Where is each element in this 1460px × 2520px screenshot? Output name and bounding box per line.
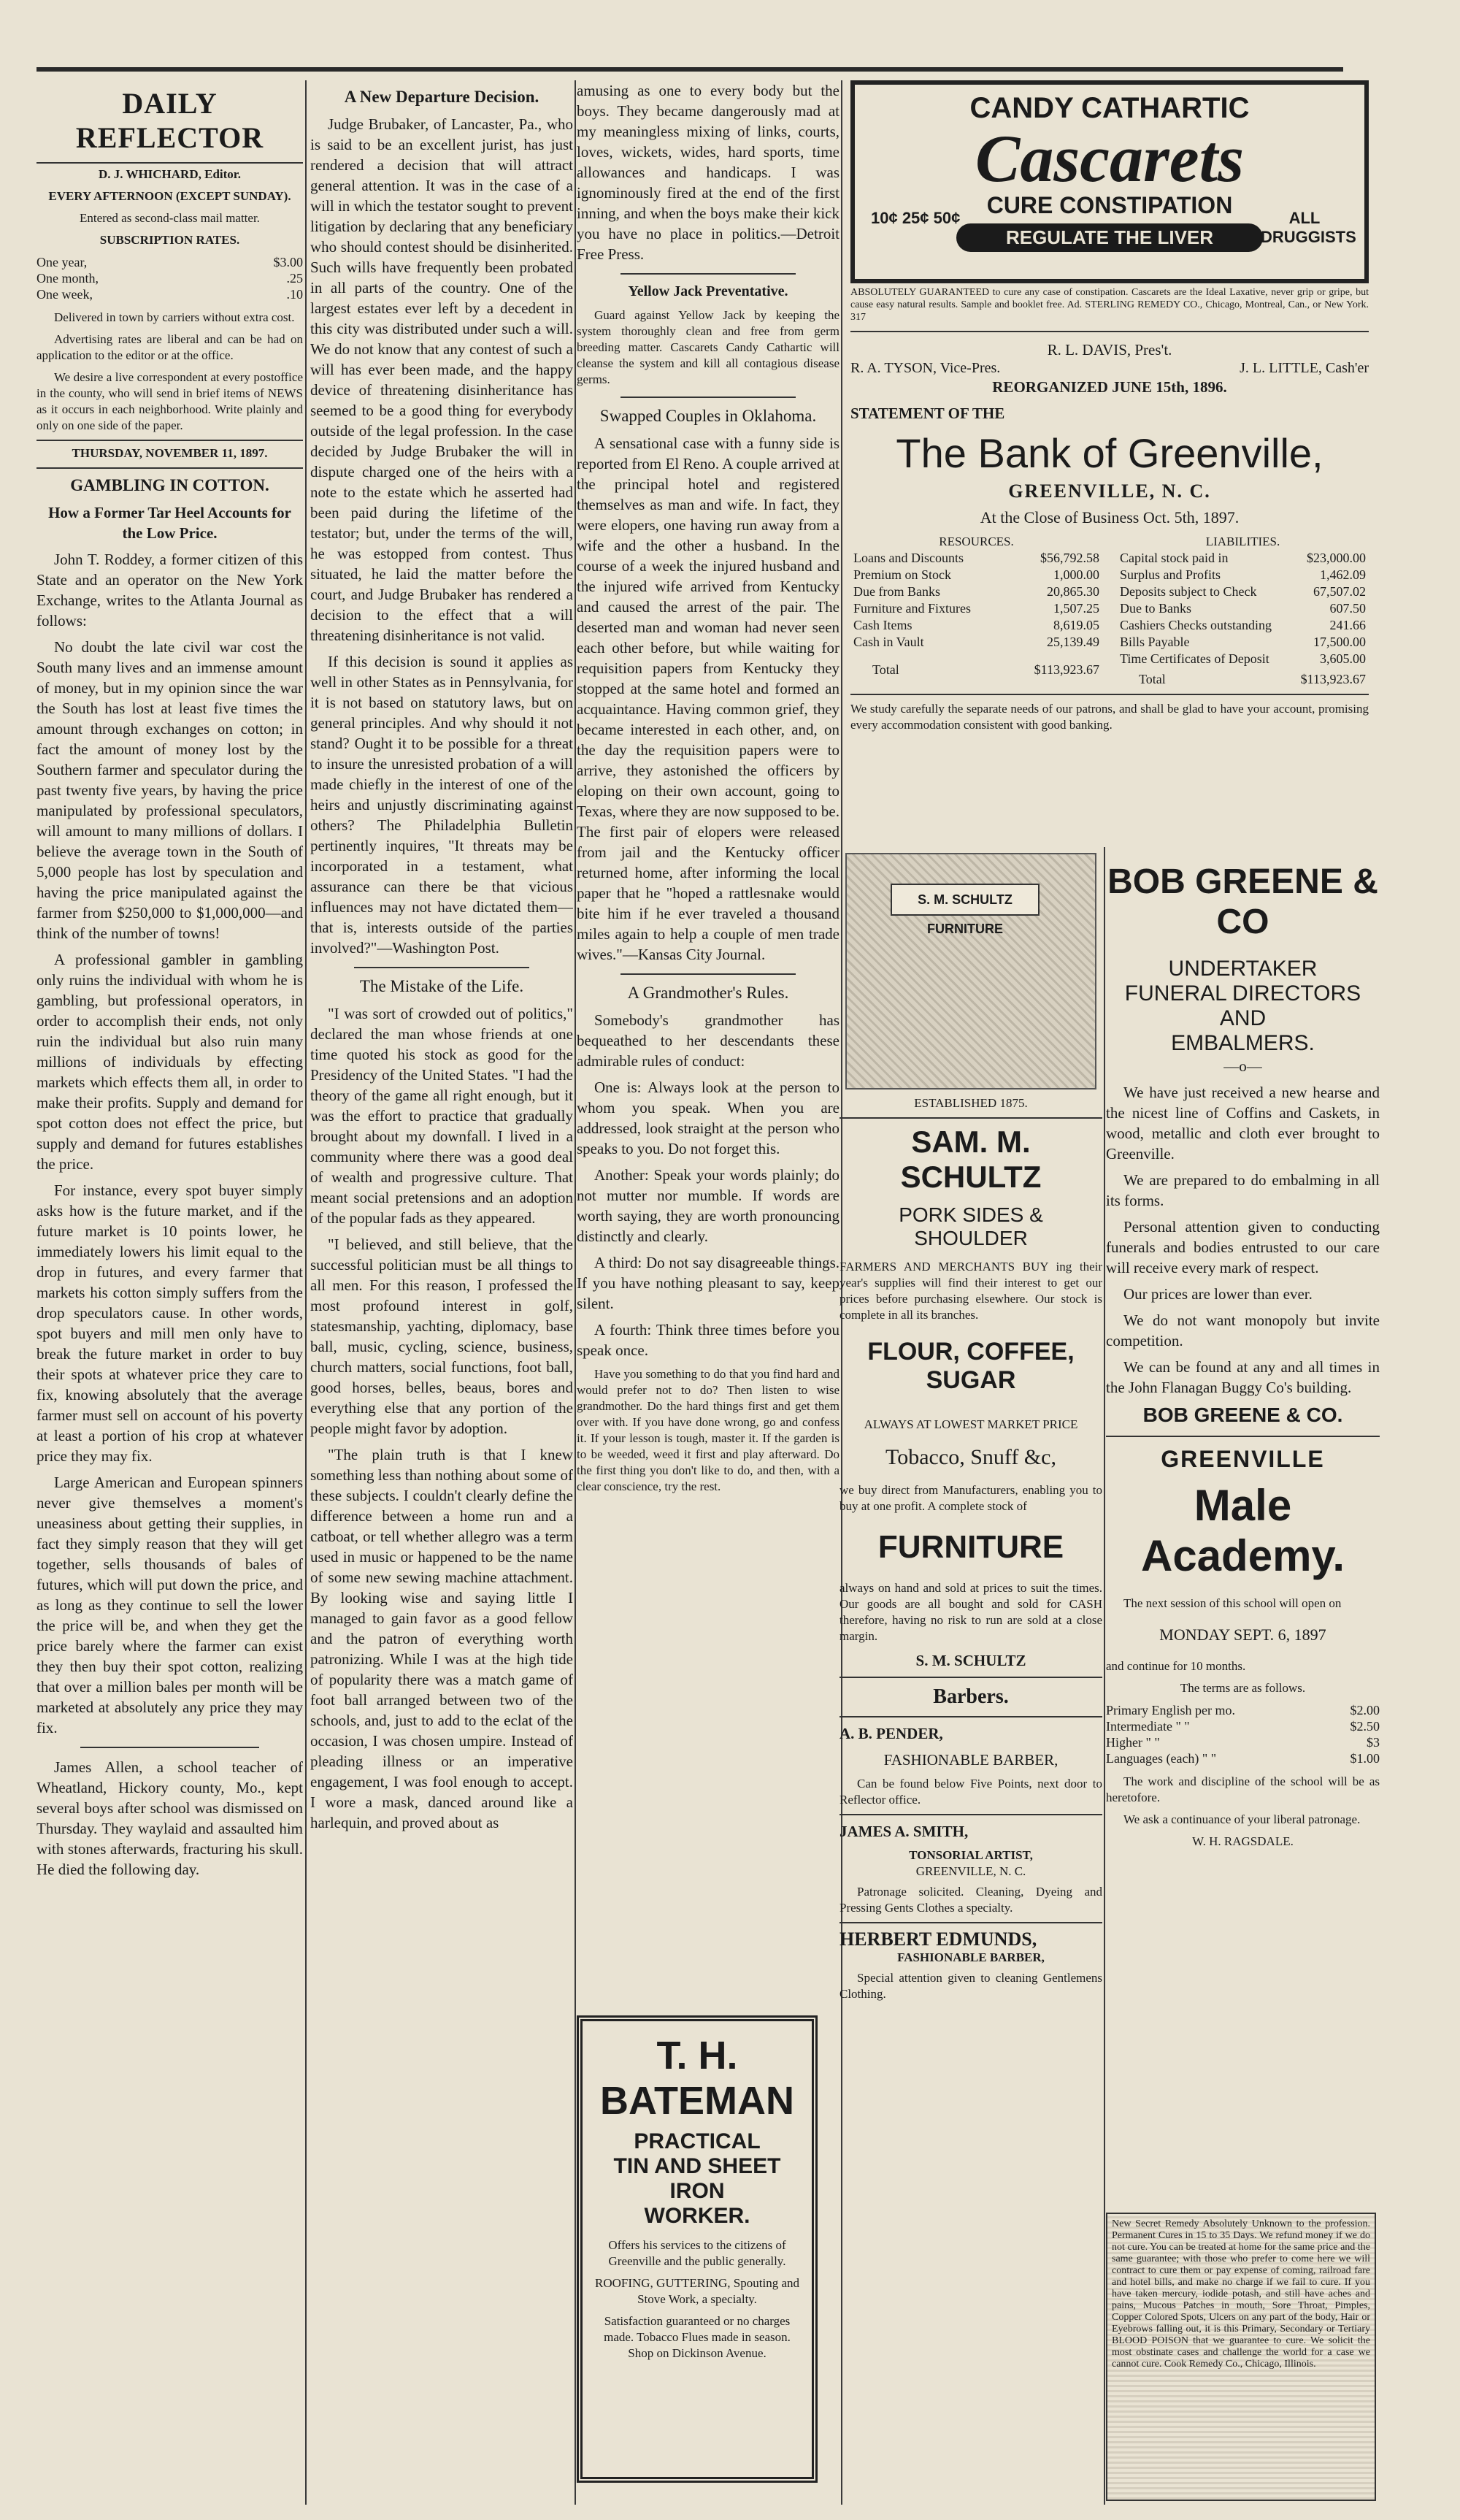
academy-city: GREENVILLE [1161,1446,1325,1472]
bank-president: R. L. DAVIS, Pres't. [1047,341,1172,359]
ad-tagline: CURE CONSTIPATION [986,192,1233,218]
divider [840,1117,1102,1119]
schultz-buy: we buy direct from Manufacturers, enabling you to buy at one profit. A complete stock of [840,1483,1102,1513]
editor-line: D. J. WHICHARD, Editor. [98,167,242,181]
table-row: Capital stock paid in $23,000.00 [1120,551,1366,565]
resources-section [850,534,1102,688]
column-4 [850,80,1369,818]
rates-list [36,254,303,302]
divider [850,694,1369,695]
academy-name: Male Academy. [1140,1481,1345,1580]
column-2 [310,80,573,2505]
article-paragraph: John T. Roddey, a former citizen of this State and an operator on the New York Exchange, writes to the Atlanta Journal as follows: [36,551,303,629]
academy-intro: The next session of this school will open on [1123,1596,1342,1610]
barber-title: FASHIONABLE BARBER, [897,1950,1045,1964]
academy-terms [1106,1702,1380,1766]
schultz-always: always on hand and sold at prices to suit the times. Our goods are all bought and sold for CASH therefore, having no risk to run are sold at a close margin. [840,1581,1102,1643]
academy-patronage: We ask a continuance of your liberal patronage. [1123,1812,1361,1826]
article-paragraph: "I believed, and still believe, that the successful politician must be all things to all men. For this reason, I professed the most profound interest in golf, statesmanship, yachting, diplomacy, base ball, music, cycling, science, business, church matters, social functions, foot ball, good horses, belles, beaus, bores and everything else that any portion of the people might favor by adoption. [310,1236,573,1437]
liabilities-title: LIABILITIES. [1205,535,1280,548]
masthead-title: DAILY REFLECTOR [75,87,264,154]
table-row: Surplus and Profits 1,462.09 [1120,567,1366,582]
article-paragraph: "I was sort of crowded out of politics," declared the man whose friends at one time quoted his stock as good for the Presidency of the United States. "I had the theory of the game all right enough, but it was the effort to practice that gradually brought about my downfall. I lived in a community where there was a good deal of wealth and progressive culture. That meant social pretensions and an adoption of the popular fads as they appeared. [310,1005,573,1227]
article-paragraph: A professional gambler in gambling only ruins the individual with whom he is gambling, but professional operators, in order to accomplish their ends, not only ruin the individual but also ruin many millions of individuals by effecting markets which effects them all, in order to make their profits. Supply and demand for spot cotton does not effect the price, but supply and demand for futures establishes the price. [36,951,303,1173]
ad-text: Offers his services to the citizens of Greenville and the public generally. [608,2238,786,2268]
schultz-tobacco: Tobacco, Snuff &c, [885,1445,1056,1469]
schultz-furniture: FURNITURE [877,1529,1064,1565]
greene-paragraph: We have just received a new hearse and the nicest line of Coffins and Caskets, in wood, metallic and cloth ever brought to Greenville. [1106,1084,1380,1163]
divider [840,1677,1102,1678]
article-paragraph: Have you something to do that you find hard and would prefer not to do? Then listen to wise grandmother. Do the hard things first and get them over with. If you have done wrong, go and confess it. If your lesson is tough, master it. If the garden is to be weeded, weed it first and play afterward. Do the first thing you don't like to do, and then, with a clear conscience, try the rest. [577,1367,840,1493]
table-row: Cash Items 8,619.05 [853,618,1099,632]
academy-sig: W. H. RAGSDALE. [1192,1834,1294,1848]
ad-druggists: ALL DRUGGISTS [1261,209,1356,246]
bank-vice: R. A. TYSON, Vice-Pres. [850,360,1001,376]
rate-row: One month, .25 [36,271,303,286]
academy-date: MONDAY SEPT. 6, 1897 [1159,1625,1326,1644]
greene-divider: —o— [1223,1057,1262,1075]
issue-date: THURSDAY, NOVEMBER 11, 1897. [72,446,268,460]
resources-table [850,550,1102,678]
ad-title: T. H. BATEMAN [600,2034,794,2123]
article-paragraph: One is: Always look at the person to whom you speak. When you are addressed, look straight at the person who speaks to you. Do not forget this. [577,1079,840,1157]
top-rule [36,67,1343,72]
article-heading: Yellow Jack Preventative. [628,283,788,299]
schultz-lowest: ALWAYS AT LOWEST MARKET PRICE [864,1417,1078,1431]
column-5 [840,847,1102,2505]
rates-title: SUBSCRIPTION RATES. [99,233,240,247]
barber-city: GREENVILLE, N. C. [915,1864,1026,1878]
table-row: Furniture and Fixtures 1,507.25 [853,601,1099,616]
academy-discipline: The work and discipline of the school will be as heretofore. [1106,1774,1380,1804]
column-rule [575,80,576,2505]
cascarets-advertisement [850,80,1369,283]
schedule-line: EVERY AFTERNOON (EXCEPT SUNDAY). [48,189,291,203]
table-row: Bills Payable 17,500.00 [1120,635,1366,649]
rate-row: One year, $3.00 [36,255,303,269]
article-heading: Swapped Couples in Oklahoma. [599,407,817,425]
liabilities-section [1117,534,1369,688]
table-row: Deposits subject to Check 67,507.02 [1120,584,1366,599]
greene-title: BOB GREENE & CO [1107,862,1378,941]
divider [620,397,796,398]
article-heading: A New Departure Decision. [344,88,539,106]
article-paragraph: Guard against Yellow Jack by keeping the system thoroughly clean and free from germ breeding matter. Cascarets Candy Cathartic will cleanse the system and kill all contagious disease germs. [577,308,840,386]
rate-row: One week, .10 [36,287,303,302]
ad-line: PRACTICAL [634,2129,761,2153]
article-paragraph: For instance, every spot buyer simply asks how is the future market, and if the future market is 10 points lower, he immediately lowers his limit equal to the drop in futures, and every farmer that markets his cotton simply suffers from the drop speculators cause. In other words, spot buyers and mill men only have to break the future market in order to buy their spots at whatever price they care to fix, knowing absolutely that the average farmer must sell on account of his poverty at least a portion of his crop at whatever price they may fix. [36,1182,303,1465]
established-line: ESTABLISHED 1875. [914,1096,1028,1110]
barber-title: TONSORIAL ARTIST, [909,1848,1033,1862]
store-sign: S. M. SCHULTZ FURNITURE [891,884,1040,916]
term-row: Intermediate " " $2.50 [1106,1719,1380,1734]
ad-text: ROOFING, GUTTERING, Spouting and Stove Work, a specialty. [594,2276,800,2306]
column-1 [36,80,303,2505]
barber-text: Patronage solicited. Cleaning, Dyeing and Pressing Gents Clothes a specialty. [840,1885,1102,1915]
bank-name: The Bank of Greenville, [896,430,1323,476]
notice: Delivered in town by carriers without extra cost. [54,310,295,324]
column-rule [305,80,307,2505]
bank-advertisement [850,340,1369,733]
bank-footer: We study carefully the separate needs of our patrons, and shall be glad to have your account, promising every accommodation consistent with good banking. [850,702,1369,732]
barber-name: A. B. PENDER, [840,1725,943,1742]
greene-paragraph: We can be found at any and all times in the John Flanagan Buggy Co's building. [1106,1358,1380,1396]
table-row: Time Certificates of Deposit 3,605.00 [1120,651,1366,666]
greene-line: FUNERAL DIRECTORS AND [1124,981,1361,1030]
bank-statement-tables [850,534,1369,688]
liabilities-table [1117,550,1369,688]
table-row: Due to Banks 607.50 [1120,601,1366,616]
greene-paragraph: Personal attention given to conducting funerals and bodies entrusted to our care will receive every mark of respect. [1106,1218,1380,1276]
divider [36,162,303,164]
entered-line: Entered as second-class mail matter. [80,211,260,225]
bank-close: At the Close of Business Oct. 5th, 1897. [980,508,1240,526]
divider [80,1747,259,1748]
term-row: Languages (each) " " $1.00 [1106,1751,1380,1766]
store-building-illustration [845,853,1096,1089]
divider [850,331,1369,332]
divider [36,467,303,469]
academy-continue: and continue for 10 months. [1106,1659,1246,1673]
divider [620,973,796,975]
table-row: Total $113,923.67 [872,662,1099,677]
greene-line: EMBALMERS. [1171,1031,1315,1055]
ad-text: Satisfaction guaranteed or no charges made. Tobacco Flues made in season. Shop on Dickinson Avenue. [604,2314,791,2360]
article-heading: A Grandmother's Rules. [627,984,789,1002]
notice: Advertising rates are liberal and can be had on application to the editor or at the office. [36,332,303,362]
schultz-farmers: FARMERS AND MERCHANTS BUY ing their year's supplies will find their interest to get our prices before purchasing elsewhere. Our stock is complete in all its branches. [840,1260,1102,1322]
article-heading: GAMBLING IN COTTON. [70,476,269,494]
ad-line: TIN AND SHEET IRON [613,2154,781,2203]
ad-prices: 10¢ 25¢ 50¢ [871,209,961,227]
resources-title: RESOURCES. [939,535,1014,548]
bank-reorganized: REORGANIZED JUNE 15th, 1896. [992,378,1227,396]
bank-city: GREENVILLE, N. C. [1008,480,1211,502]
divider [840,1716,1102,1717]
table-row: Cashiers Checks outstanding 241.66 [1120,618,1366,632]
term-row: Higher " " $3 [1106,1735,1380,1750]
greene-line: UNDERTAKER [1168,957,1318,981]
brand-name: Cascarets [975,121,1244,196]
greene-sig: BOB GREENE & CO. [1142,1403,1343,1426]
article-paragraph: If this decision is sound it applies as well in other States as in Pennsylvania, for it is not based on statutory laws, but on general principles. And why should it not stand? Ought it to be possible for a threat to insure the unresisted probation of a will made chiefly in the interest of one of the heirs and unjustly discriminating against others? The Philadelphia Bulletin pertinently inquires, "It threats may be incorporated in a testament, what assurance can there be that vicious influences may not have dictated them—that is, interests outside of the parties involved?"—Washington Post. [310,653,573,957]
article-subheading: How a Former Tar Heel Accounts for the Low Price. [48,504,291,542]
article-paragraph: A sensational case with a funny side is reported from El Reno. A couple arrived at the principal hotel and registered themselves as man and wife. In fact, they were elopers, one having run away from a wife and the other a husband. In the course of a week the injured husband and the injured wife arrived from Kentucky and caused the arrest of the pair. The deserted man and woman had never seen each other before, but while waiting for requisition papers from Kentucky they stopped at the same hotel and formed an acquaintance. Having common grief, they became interested in each other, and, on the day the requisition papers were to arrive, they astonished the officers by eloping on their own account, going to Texas, where they are now supposed to be. The first pair of elopers were released from jail and the Kentucky officer returned home, after informing the local paper that he "hoped a rattlesnake would bite him if he ever traveled a thousand miles again to help a couple of men trade wives."—Kansas City Journal. [577,434,840,963]
schultz-name: SAM. M. SCHULTZ [900,1125,1042,1194]
ad-guarantee: ABSOLUTELY GUARANTEED to cure any case of constipation. Cascarets are the Ideal Laxative, never grip or gripe, but cause easy natural results. Sample and booklet free. Ad. STERLING REMEDY CO., Chicago, Montreal, Can., or New York. 317 [850,287,1369,323]
divider [840,1814,1102,1815]
schultz-pork: PORK SIDES & SHOULDER [899,1203,1043,1249]
article-paragraph: amusing as one to every body but the boys. They became dangerously mad at my meaningless mixing of links, courts, loves, wickets, wides, hard sports, time allowances and handicaps. I was ignominously fired at the end of the first inning, and when the boys make their kick you have no place in politics.—Detroit Free Press. [577,82,840,263]
article-paragraph: No doubt the late civil war cost the South many lives and an immense amount of money, but in my opinion since the war the South has lost at least five times the amount through exchanges on cotton; in fact the amount of money lost by the Southern farmer and speculator during the past twenty five years, by having the price manipulated by professional speculators, will amount to many millions of dollars. I believe the average town in the South of 5,000 people has lost by speculation and having the price manipulated against the farmer from $250,000 to $1,000,000—and think of the number of towns! [36,638,303,942]
bateman-advertisement [577,2015,818,2483]
article-paragraph: Judge Brubaker, of Lancaster, Pa., who is said to be an excellent jurist, has just rendered a decision that will attract general attention. It was in the case of a will in which the testator sought to prevent litigation by declaring that any beneficiary who should contest should be disinherited. Such wills have frequently been probated in all parts of the country. One of the largest estates ever left by a decedent in this city was distributed under such a will. We do not know that any contest of such a will has ever been made, and the happy device of threatening disinheritance has seemed to be a good thing for everybody outside of the legal profession. In the case decided by Judge Brubaker the will in dispute charged one of the heirs with a note to the estate which he asserted had been paid during the lifetime of the testator; but, under the terms of the will, he was estopped from contest. Thus situated, he laid the matter before the court, and Judge Brubaker has rendered a decision to the effect that a will threatening disinheritance is not valid. [310,115,573,644]
barber-name: JAMES A. SMITH, [840,1823,969,1840]
notice: We desire a live correspondent at every postoffice in the county, who will send in brief items of NEWS as it occurs in each neighborhood. Write plainly and only on one side of the paper. [36,370,303,432]
greene-paragraph: We do not want monopoly but invite competition. [1106,1311,1380,1349]
divider [1106,1436,1380,1437]
divider [620,273,796,275]
barber-text: Special attention given to cleaning Gentlemens Clothing. [840,1971,1102,2001]
term-row: Primary English per mo. $2.00 [1106,1703,1380,1717]
article-heading: The Mistake of the Life. [359,977,524,995]
greene-paragraph: Our prices are lower than ever. [1123,1285,1313,1303]
academy-terms-title: The terms are as follows. [1180,1681,1306,1695]
divider [36,440,303,441]
barber-title: FASHIONABLE BARBER, [883,1751,1058,1769]
article-paragraph: A third: Do not say disagreeable things. If you have nothing pleasant to say, keep silent. [577,1254,840,1312]
divider [354,967,529,968]
ad-ribbon: REGULATE THE LIVER [956,223,1263,252]
article-paragraph: A fourth: Think three times before you speak once. [577,1321,840,1359]
table-row: Premium on Stock 1,000.00 [853,567,1099,582]
article-paragraph: Somebody's grandmother has bequeathed to her descendants these admirable rules of conduct: [577,1011,840,1070]
barber-name: HERBERT EDMUNDS, [840,1929,1037,1950]
bank-statement: STATEMENT OF THE [850,405,1005,422]
table-row: Cash in Vault 25,139.49 [853,635,1099,649]
column-rule [1104,847,1105,2505]
table-row: Total $113,923.67 [1139,672,1366,686]
article-paragraph: James Allen, a school teacher of Wheatland, Hickory county, Mo., kept several boys after school was dismissed on Thursday. They waylaid and assaulted him with stones afterwards, fracturing his skull. He died the following day. [36,1758,303,1878]
table-row: Loans and Discounts $56,792.58 [853,551,1099,565]
article-paragraph: "The plain truth is that I knew something less than nothing about some of these subjects. I couldn't clearly define the difference between a home run and a catboat, or tell whether allegro was a term used in music or happened to be the name of some new sewing machine attachment. By looking wise and saying little I managed to gain favor as a good fellow and the patron of everything worth patronizing. While I was at the high tide of popularity there was a match game of foot ball arranged between two of the schools, and, just to add to the eclat of the occasion, I was chosen umpire. Instead of pleading illness or an imperative engagement, I was fool enough to accept. I wore a mask, danced around like a harlequin, and proved about as [310,1446,573,1831]
ad-text: New Secret Remedy Absolutely Unknown to the profession. Permanent Cures in 15 to 35 Days. We refund money if we do not cure. You can be treated at home for the same price and the same guarantee; with those who prefer to come here we will contract to cure them or pay expense of coming, railroad fare and hotel bills, and make no charge if we fail to cure. If you have taken mercury, iodide potash, and still have aches and pains, Mucous Patches in mouth, Sore Throat, Pimples, Copper Colored Spots, Ulcers on any part of the body, Hair or Eyebrows falling out, it is this Primary, Secondary or Tertiary BLOOD POISON that we guarantee to cure. We solicit the most obstinate cases and challenge the world for a case we cannot cure. Cook Remedy Co., Chicago, Illinois. [1112,2218,1370,2370]
divider [840,1922,1102,1923]
blood-poison-advertisement [1106,2213,1376,2501]
ad-line: WORKER. [644,2204,750,2228]
article-paragraph: Another: Speak your words plainly; do not mutter nor mumble. If words are worth saying, they are worth pronouncing distinctly and clearly. [577,1166,840,1245]
barbers-title: Barbers. [933,1685,1009,1708]
ad-top: CANDY CATHARTIC [969,92,1250,124]
barber-text: Can be found below Five Points, next door to Reflector office. [840,1777,1102,1807]
column-3 [577,80,840,2008]
article-paragraph: Large American and European spinners never give themselves a moment's uneasiness about getting their supplies, in fact they simply reason that they will get together, sells thousands of bales of futures, which will put down the price, and as long as they continue to sell the lower the price will be, and when they get the price barely where the farmer can exist they then buy their spot cotton, realizing that over a million bales per month will be marketed at absolutely any price they may fix. [36,1474,303,1736]
bank-cashier: J. L. LITTLE, Cash'er [1240,360,1369,376]
schultz-flour: FLOUR, COFFEE, SUGAR [867,1338,1075,1394]
table-row: Due from Banks 20,865.30 [853,584,1099,599]
schultz-sig: S. M. SCHULTZ [915,1652,1026,1669]
bank-officers [850,360,1369,377]
greene-paragraph: We are prepared to do embalming in all its forms. [1106,1171,1380,1209]
